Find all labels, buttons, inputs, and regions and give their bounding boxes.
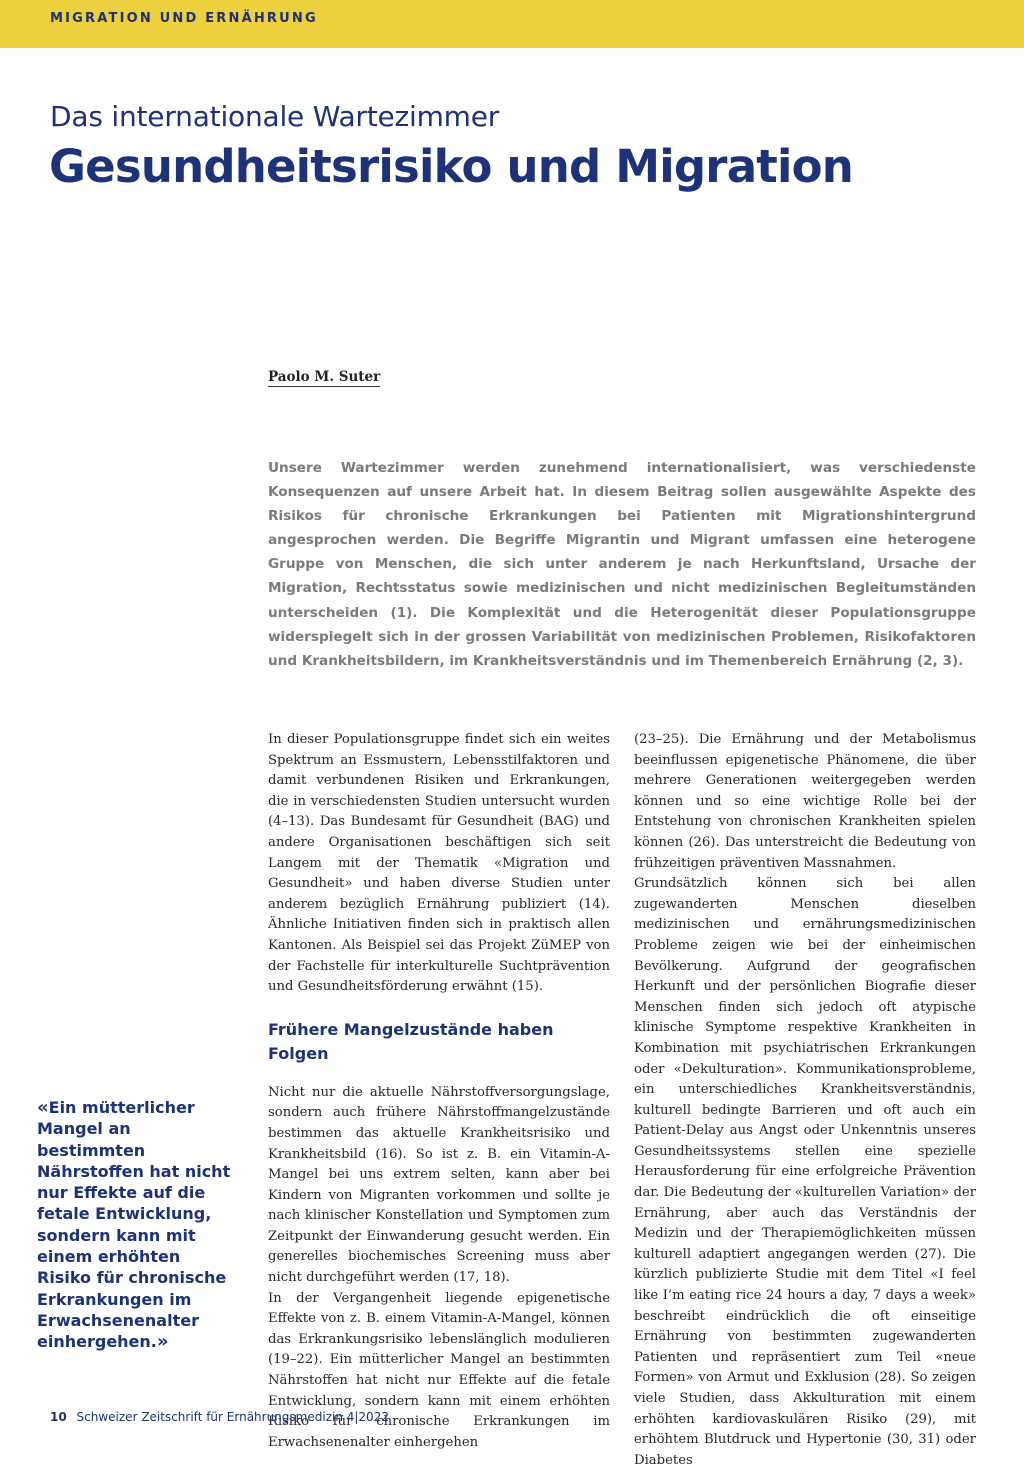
open-quote-mark: « <box>37 1097 49 1118</box>
body-paragraph: Grundsätzlich können sich bei allen zugewanderten Menschen dieselben medizinischen und ernährungsmedizinischen Probleme zeigen wie bei der einheimischen Bevölkerung. Aufgrund der geografischen Herkunft und der persönlichen Biografie dieser Menschen finden sich jedoch oft atypische klinische Symptome respektive Krankheiten in Kombination mit psychiatrischen Erkrankungen oder «Dekulturation». Kommunikationsprobleme, ein unterschiedliches Krankheitsverständnis, kulturell bedingte Barrieren und oft auch ein Patient-Delay aus Angst oder Unkenntnis unseres Gesundheitssystems stellen eine spezielle Herausforderung für eine erfolgreiche Prävention dar. Die Bedeutung der «kulturellen Variation» der Ernährung, aber auch das Verständnis der Medizin und der Therapiemöglichkeiten müssen kulturell adaptiert angegangen werden (27). Die kürzlich publizierte Studie mit dem Titel «I feel like I’m eating rice 24 hours a day, 7 days a week» beschreibt eindrücklich die oft einseitige Ernährung von bestimmten zugewanderten Patienten und repräsentiert zum Teil «neue Formen» von Armut und Exklusion (28). So zeigen viele Studien, dass Akkulturation mit einem erhöhten kardiovaskulären Risiko (29), mit erhöhtem Blutdruck und Hypertonie (30, 31) oder Diabetes <box>634 876 976 1468</box>
pull-quote <box>37 1097 237 1353</box>
pull-quote-text: Ein mütterlicher Mangel an bestimmten Nährstoffen hat nicht nur Effekte auf die fetale Entwicklung, sondern kann mit einem erhöhten Risiko für chronische Erkrankungen im Erwachsenenalter einhergehen. <box>37 1098 231 1352</box>
body-paragraph: In dieser Populationsgruppe findet sich ein weites Spektrum an Essmustern, Lebensstilfaktoren und damit verbundenen Risiken und Erkrankungen, die in verschiedensten Studien untersucht wurden (4–13). Das Bundesamt für Gesundheit (BAG) und andere Organisationen beschäftigen sich seit Langem mit der Thematik «Migration und Gesundheit» und haben diverse Studien unter anderem bezüglich Ernährung publiziert (14). Ähnliche Initiativen finden sich in praktisch allen Kantonen. Als Beispiel sei das Projekt ZüMEP von der Fachstelle für interkulturelle Suchtprävention und Gesundheitsförderung erwähnt (15). <box>268 732 610 995</box>
article-title: Gesundheitsrisiko und Migration <box>49 140 853 193</box>
body-paragraph: In der Vergangenheit liegende epigenetische Effekte von z. B. einem Vitamin-A-Mangel, können das Erkrankungsrisiko lebenslänglich modulieren (19–22). Ein mütterlicher Mangel an bestimmten Nährstoffen hat nicht nur Effekte auf die fetale Entwicklung, sondern kann mit einem erhöhten Risiko für chronische Erkrankungen im Erwachsenenalter einhergehen <box>268 1290 610 1450</box>
section-subheading: Frühere Mangelzustände haben Folgen <box>268 1019 554 1063</box>
close-quote-mark: » <box>156 1331 169 1353</box>
body-paragraph: Nicht nur die aktuelle Nährstoffversorgungslage, sondern auch frühere Nährstoffmangelzustände bestimmen das aktuelle Krankheitsrisiko und Krankheitsbild (16). So ist z. B. ein Vitamin-A-Mangel bei uns extrem selten, kann aber bei Kindern von Migranten vorkommen und sollte je nach klinischer Konstellation und Symptomen zum Zeitpunkt der Einwanderung gesucht werden. Ein generelles biochemisches Screening muss aber nicht durchgeführt werden (17, 18). <box>268 1084 610 1286</box>
article-kicker: Das internationale Wartezimmer <box>50 100 500 133</box>
page-footer <box>50 1410 389 1424</box>
body-paragraph: (23–25). Die Ernährung und der Metabolismus beeinflussen epigenetische Phänomene, die über mehrere Generationen weitergegeben werden können und so eine wichtige Rolle bei der Entstehung von chronischen Krankheiten spielen können (26). Das unterstreicht die Bedeutung von frühzeitigen präventiven Massnahmen. <box>634 732 976 871</box>
lead-paragraph: Unsere Wartezimmer werden zunehmend internationalisiert, was verschiedenste Konsequenzen auf unsere Arbeit hat. In diesem Beitrag sollen ausgewählte Aspekte des Risikos für chronische Erkrankungen bei Patienten mit Migrationshintergrund angesprochen werden. Die Begriffe Migrantin und Migrant umfassen eine heterogene Gruppe von Menschen, die sich unter anderem je nach Herkunftsland, Ursache der Migration, Rechtsstatus sowie medizinischen und nicht medizinischen Begleitumständen unterscheiden (1). Die Komplexität und die Heterogenität dieser Populationsgruppe widerspiegelt sich in der grossen Variabilität von medizinischen Problemen, Risikofaktoren und Krankheitsbildern, im Krankheitsverständnis und im Themenbereich Ernährung (2, 3). <box>268 460 976 669</box>
author-name: Paolo M. Suter <box>268 369 381 385</box>
section-banner <box>0 0 1024 48</box>
section-label: MIGRATION UND ERNÄHRUNG <box>50 11 318 26</box>
body-column-right <box>634 730 976 1471</box>
body-column-left <box>268 730 610 1453</box>
journal-name: Schweizer Zeitschrift für Ernährungsmedizin 4|2022 <box>76 1410 389 1424</box>
page-number: 10 <box>50 1410 67 1424</box>
